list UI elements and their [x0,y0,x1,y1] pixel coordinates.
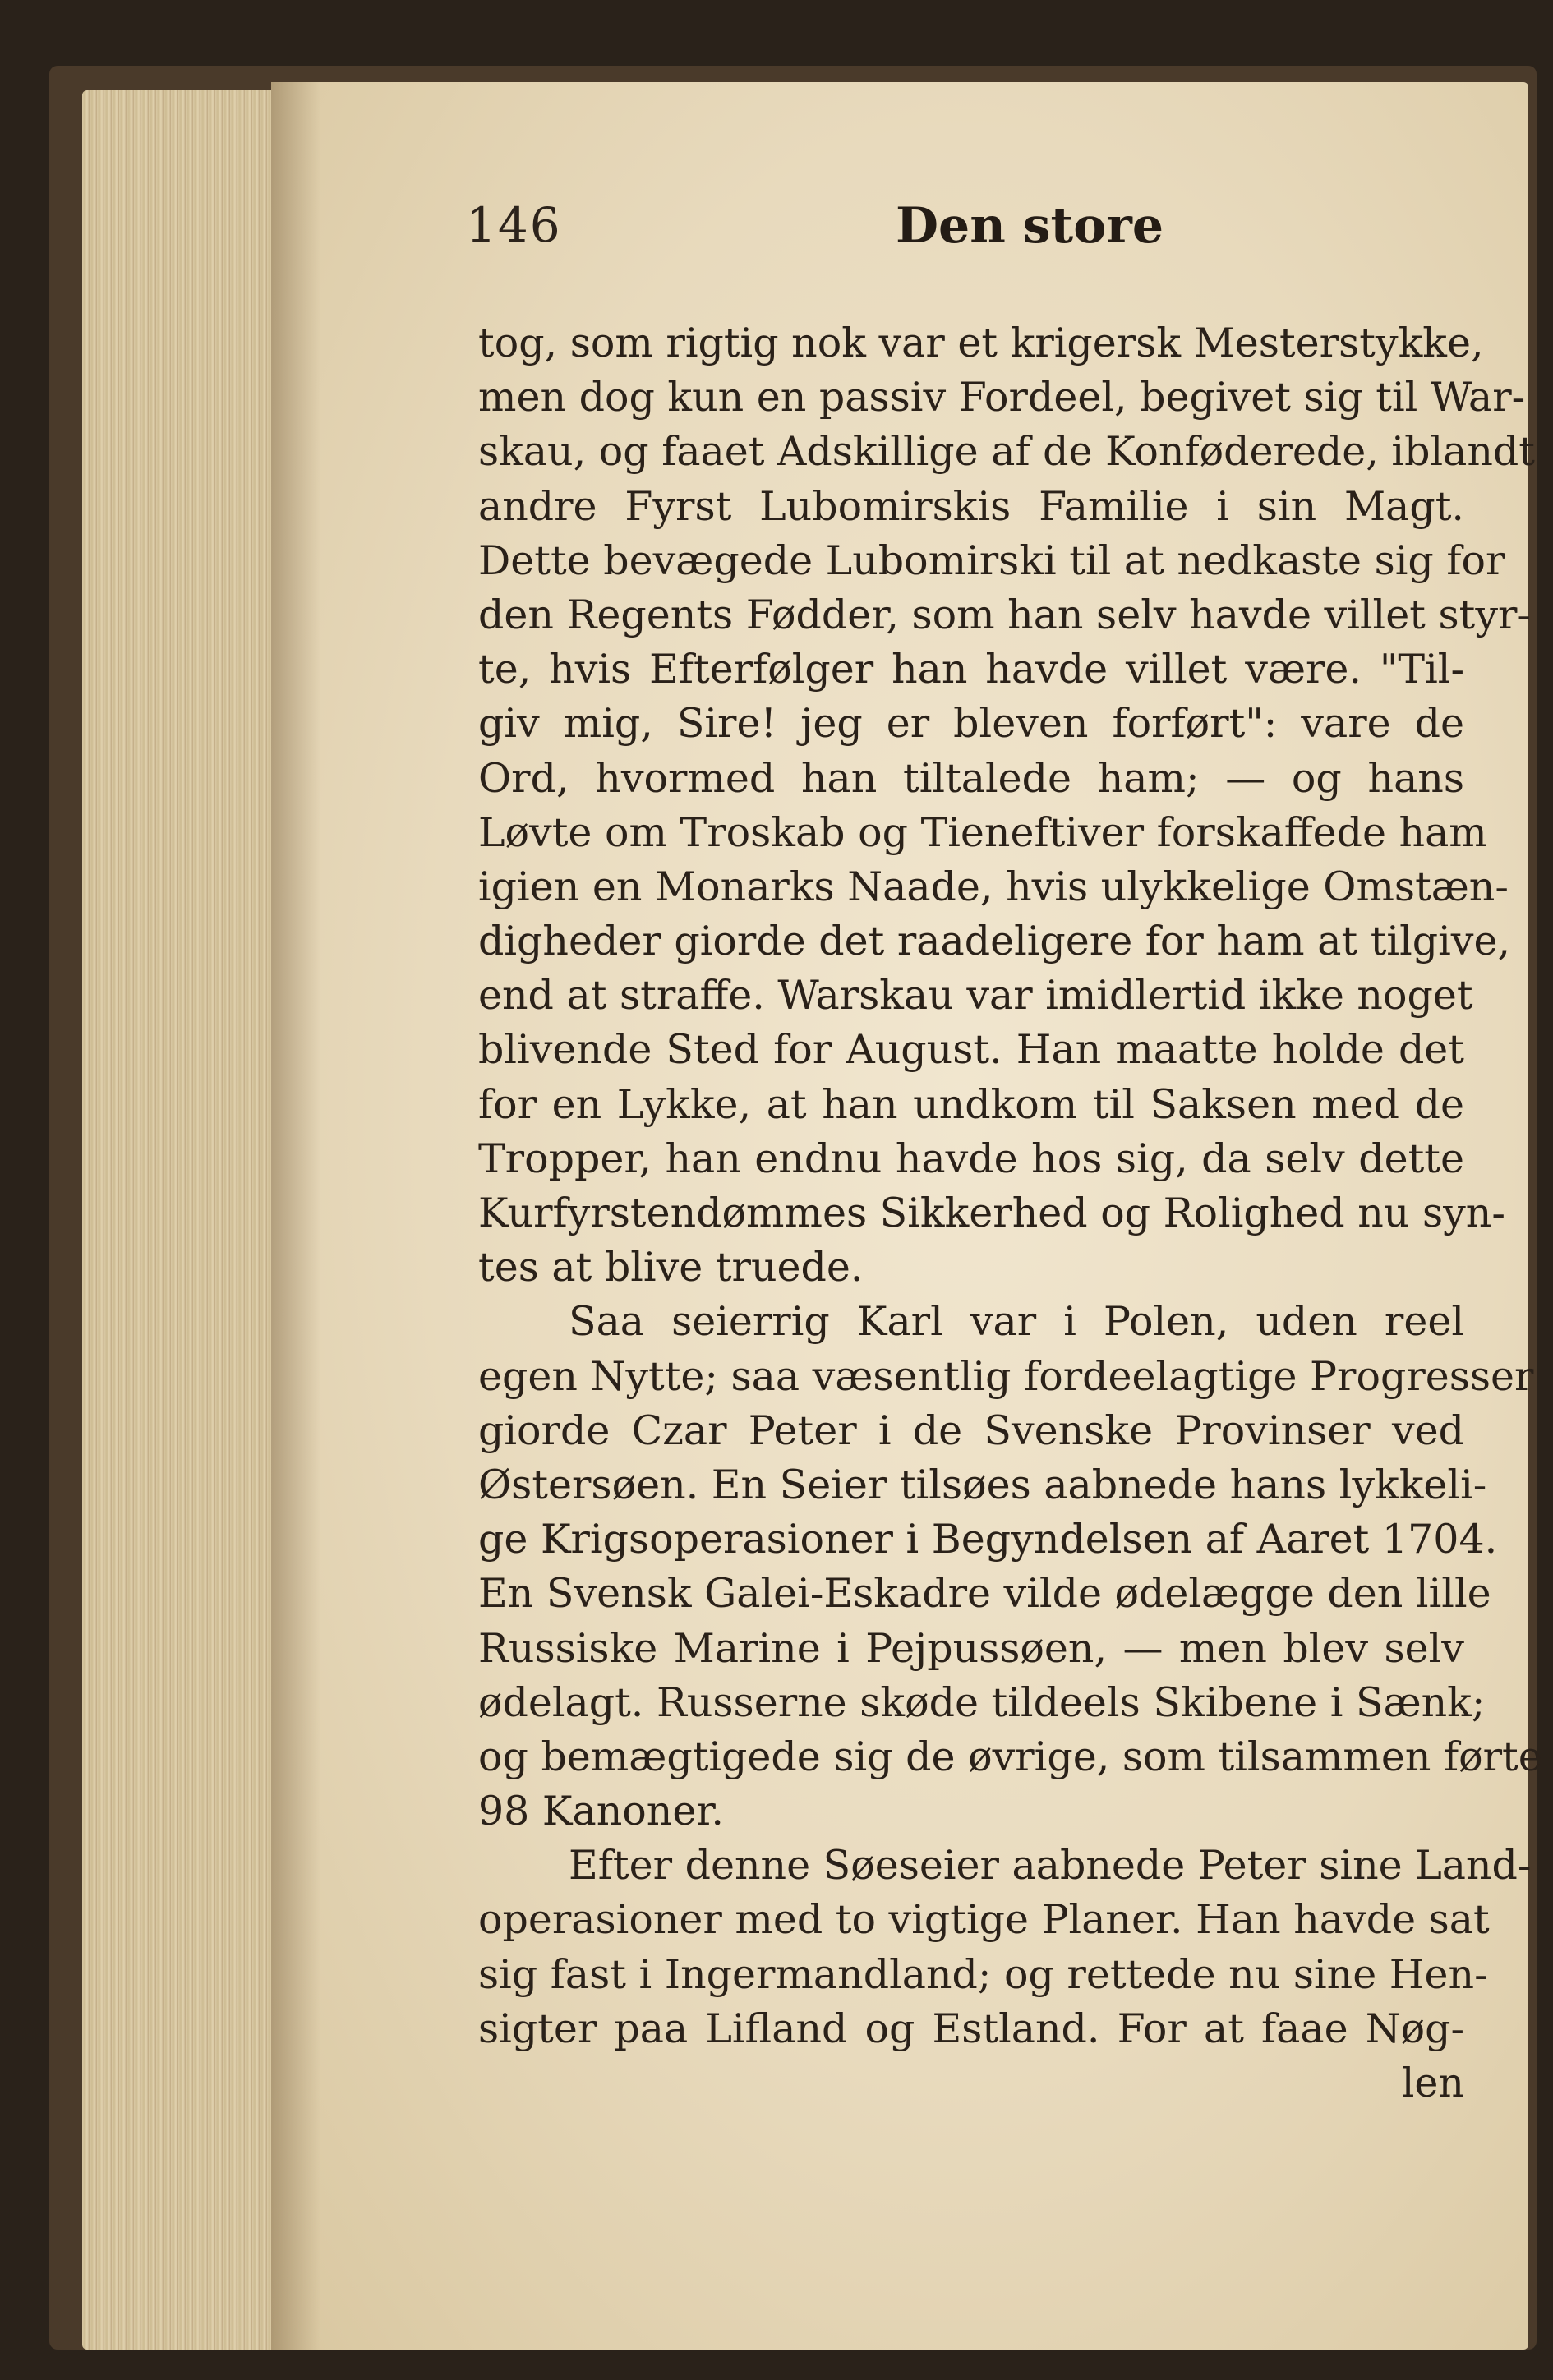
page-edges [82,90,271,2350]
text-line: andre Fyrst Lubomirskis Familie i sin Magt. [478,482,1464,530]
text-line: og bemægtigede sig de øvrige, som tilsammen førte [478,1733,1542,1780]
text-line: 98 Kanoner. [478,1788,724,1835]
text-line: skau, og faaet Adskillige af de Konføderede, iblandt [478,428,1535,476]
text-line: Østersøen. En Seier tilsøes aabnede hans lykkeli- [478,1461,1487,1508]
page-number: 146 [466,197,562,253]
text-line: giorde Czar Peter i de Svenske Provinser ved [478,1406,1464,1454]
text-line: Dette bevægede Lubomirski til at nedkaste sig for [478,536,1505,584]
text-line: En Svensk Galei-Eskadre vilde ødelægge den lille [478,1570,1491,1618]
text-line: giv mig, Sire! jeg er bleven forført": vare de [478,700,1464,748]
running-head: Den store [896,197,1164,255]
text-line: Saa seierrig Karl var i Polen, uden reel [569,1298,1464,1346]
text-line: Kurfyrstendømmes Sikkerhed og Rolighed nu syn- [478,1190,1505,1236]
text-line: igien en Monarks Naade, hvis ulykkelige Omstæn- [478,863,1509,910]
text-line: men dog kun en passiv Fordeel, begivet sig til War- [478,374,1526,421]
text-line: digheder giorde det raadeligere for ham at tilgive, [478,918,1511,965]
text-line: ødelagt. Russerne skøde tildeels Skibene i Sænk; [478,1678,1486,1726]
catchword: len [1401,2060,1464,2106]
text-line: operasioner med to vigtige Planer. Han havde sat [478,1896,1490,1944]
text-line: sigter paa Lifland og Estland. For at faae Nøg- [478,2005,1464,2052]
text-line: ge Krigsoperasioner i Begyndelsen af Aaret 1704. [478,1516,1498,1563]
text-line: Russiske Marine i Pejpussøen, — men blev selv [478,1624,1464,1672]
text-line: den Regents Fødder, som han selv havde villet styr- [478,591,1531,638]
text-line: tog, som rigtig nok var et krigersk Mesterstykke, [478,320,1484,366]
text-line: sig fast i Ingermandland; og rettede nu sine Hen- [478,1950,1488,1998]
text-line: end at straffe. Warskau var imidlertid ikke noget [478,972,1473,1020]
text-line: Løvte om Troskab og Tieneftiver forskaffede ham [478,808,1487,856]
text-line: Efter denne Søeseier aabnede Peter sine Land- [569,1842,1532,1890]
text-line: egen Nytte; saa væsentlig fordeelagtige Progresser [478,1352,1534,1400]
text-line: blivende Sted for August. Han maatte holde det [478,1026,1464,1074]
text-line: for en Lykke, at han undkom til Saksen med de [478,1080,1464,1128]
gutter-shadow [271,82,320,2350]
text-line: Ord, hvormed han tiltalede ham; — og hans [478,754,1464,802]
text-line: Tropper, han endnu havde hos sig, da selv dette [478,1135,1464,1182]
text-line: tes at blive truede. [478,1244,864,1291]
body-text [478,316,1542,2111]
text-line: te, hvis Efterfølger han havde villet være. "Til- [478,646,1464,693]
